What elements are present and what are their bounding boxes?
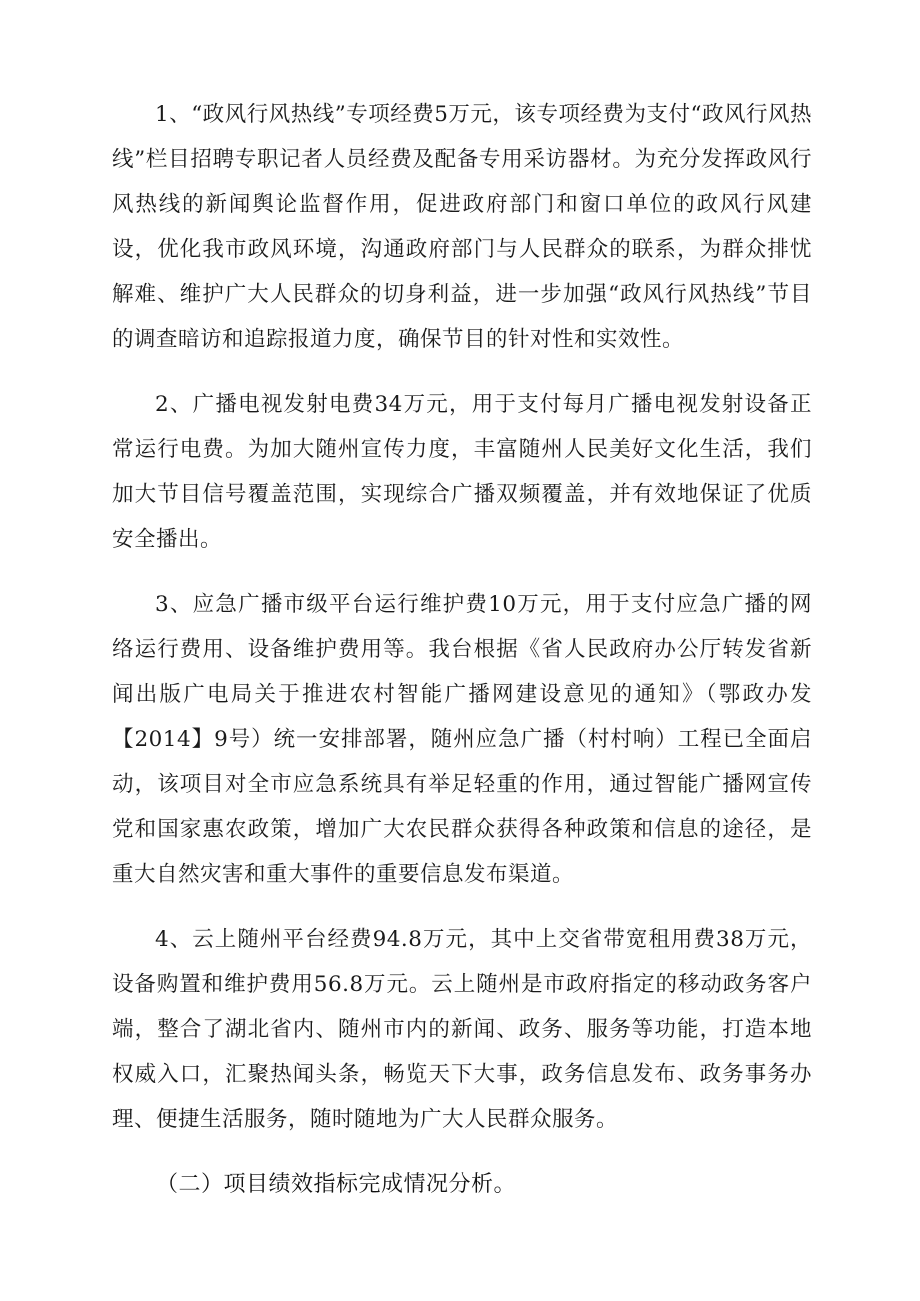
- section-heading: （二）项目绩效指标完成情况分析。: [156, 1172, 517, 1197]
- document-page: [112, 92, 812, 1207]
- paragraph-hotline-fund: 1、“政风行风热线”专项经费5万元，该专项经费为支付“政风行风热线”栏目招聘专职记者人员经费及配备专用采访器材。为充分发挥政风行风热线的新闻舆论监督作用，促进政府部门和窗口单位的政风行风建设，优化我市政风环境，沟通政府部门与人民群众的联系，为群众排忧解难、维护广大人民群众的切身利益，进一步加强“政风行风热线”节目的调查暗访和追踪报道力度，确保节目的针对性和实效性。: [112, 102, 812, 352]
- paragraph-transmission-electricity: 2、广播电视发射电费34万元，用于支付每月广播电视发射设备正常运行电费。为加大随州宣传力度，丰富随州人民美好文化生活，我们加大节目信号覆盖范围，实现综合广播双频覆盖，并有效地保证了优质安全播出。: [112, 392, 812, 552]
- paragraph-emergency-broadcast: 3、应急广播市级平台运行维护费10万元，用于支付应急广播的网络运行费用、设备维护费用等。我台根据《省人民政府办公厅转发省新闻出版广电局关于推进农村智能广播网建设意见的通知》（鄂政办发【2014】9号）统一安排部署，随州应急广播（村村响）工程已全面启动，该项目对全市应急系统具有举足轻重的作用，通过智能广播网宣传党和国家惠农政策，增加广大农民群众获得各种政策和信息的途径，是重大自然灾害和重大事件的重要信息发布渠道。: [112, 592, 812, 887]
- paragraph-cloud-suizhou: 4、云上随州平台经费94.8万元，其中上交省带宽租用费38万元，设备购置和维护费用56.8万元。云上随州是市政府指定的移动政务客户端，整合了湖北省内、随州市内的新闻、政务、服务等功能，打造本地权威入口，汇聚热闻头条，畅览天下大事，政务信息发布、政务事务办理、便捷生活服务，随时随地为广大人民群众服务。: [112, 927, 812, 1132]
